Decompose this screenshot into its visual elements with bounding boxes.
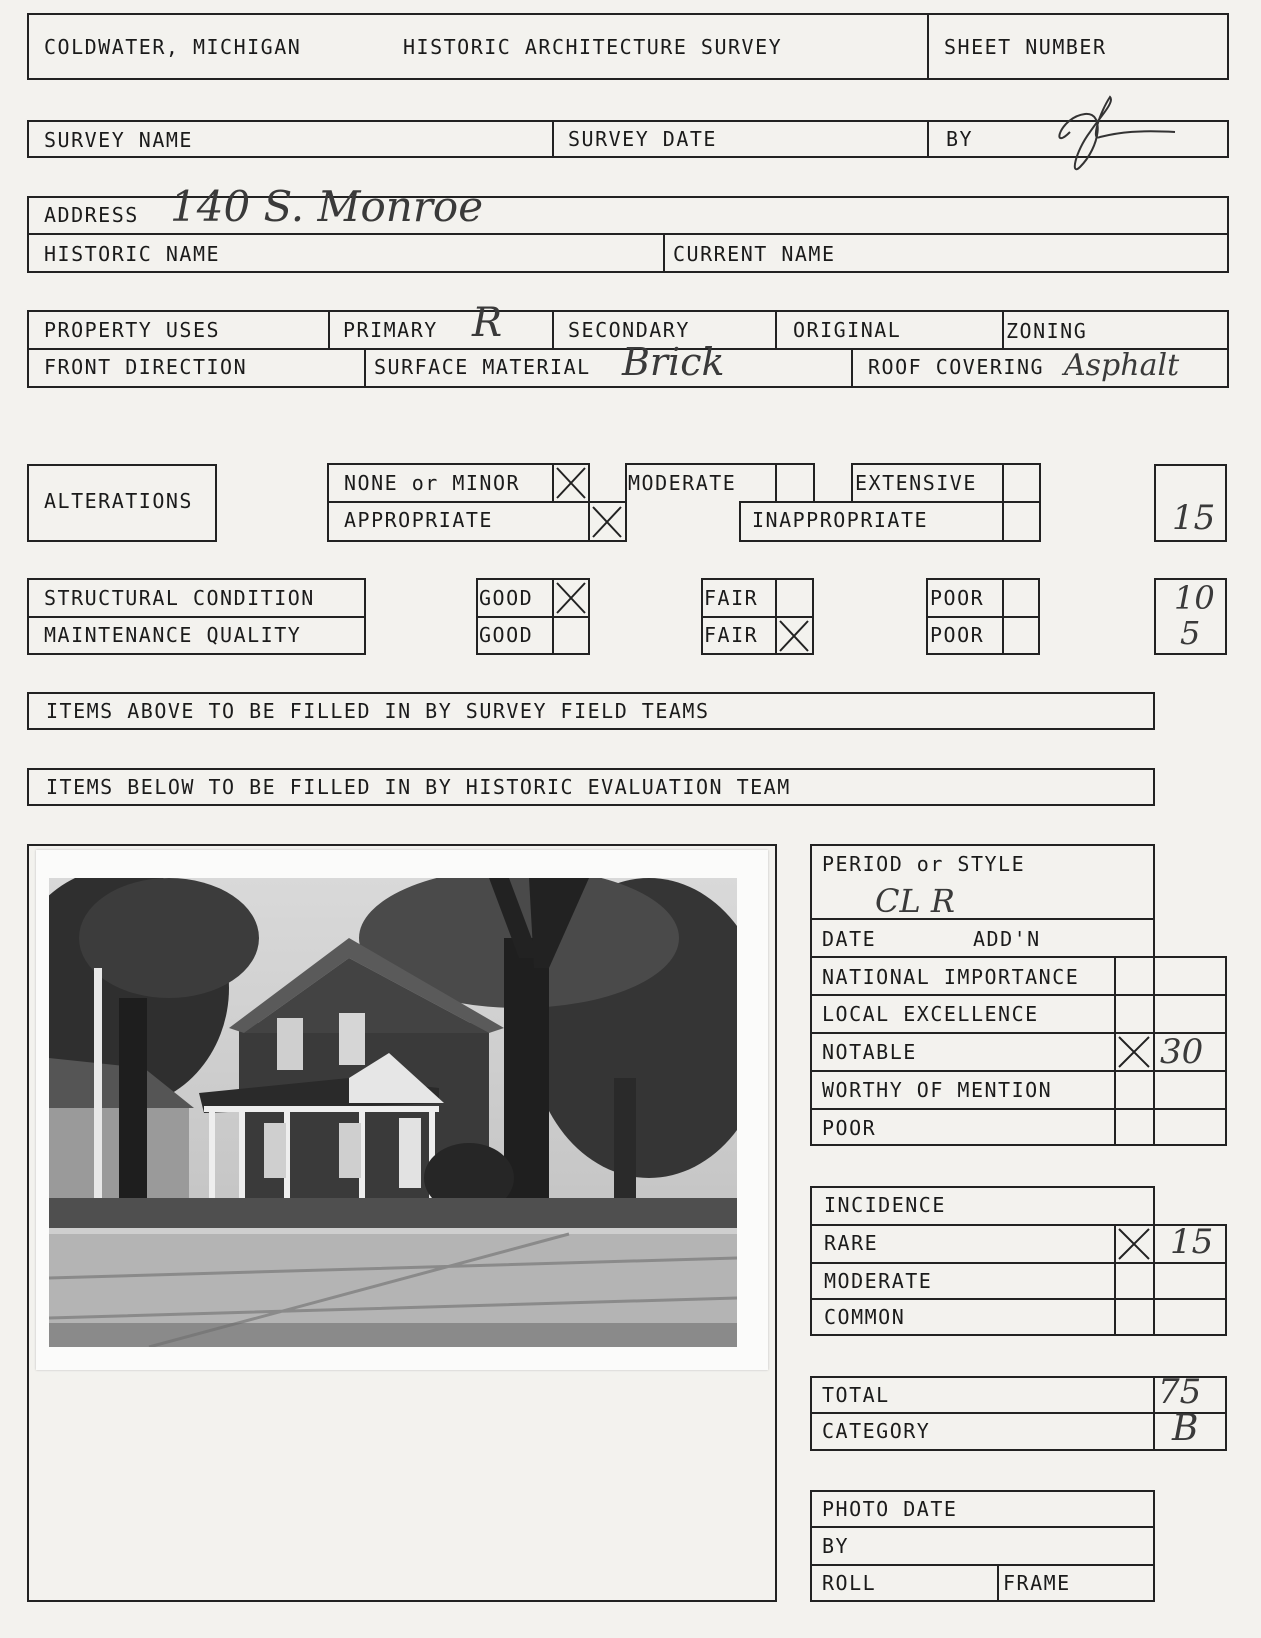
photo-by-label: BY — [822, 1534, 850, 1558]
rule — [810, 1298, 1225, 1300]
rule — [775, 463, 777, 503]
rule — [27, 844, 29, 1602]
maintenance-fair-label: FAIR — [704, 623, 759, 647]
rule — [1225, 578, 1227, 655]
address-value: 140 S. Monroe — [170, 182, 484, 231]
rule — [476, 616, 589, 618]
rule — [327, 540, 627, 542]
rule — [1153, 844, 1155, 958]
rule — [1225, 956, 1227, 1146]
structural-good-label: GOOD — [479, 586, 534, 610]
rule — [588, 578, 590, 655]
rule — [1154, 540, 1227, 542]
rule — [1154, 464, 1227, 466]
surface-material-value: Brick — [622, 340, 725, 384]
structural-fair-label: FAIR — [704, 586, 759, 610]
alterations-label: ALTERATIONS — [44, 489, 193, 513]
rule — [27, 196, 29, 273]
rule — [810, 1600, 1155, 1602]
rule — [701, 578, 814, 580]
rule — [851, 463, 1041, 465]
form-title: HISTORIC ARCHITECTURE SURVEY — [403, 35, 783, 59]
rare-label: RARE — [824, 1231, 879, 1255]
surface-material-label: SURFACE MATERIAL — [374, 355, 591, 379]
rule — [327, 463, 329, 542]
rule — [663, 233, 665, 273]
survey-by-label: BY — [946, 127, 974, 151]
roof-covering-value: Asphalt — [1064, 348, 1180, 383]
rule — [27, 13, 29, 80]
rule — [810, 1224, 1225, 1226]
rule — [215, 464, 217, 542]
rule — [1153, 956, 1155, 1146]
period-style-value: CL R — [875, 882, 955, 920]
total-label: TOTAL — [822, 1383, 890, 1407]
rule — [810, 956, 1225, 958]
rule — [552, 310, 554, 348]
rule — [1153, 768, 1155, 806]
rule — [476, 653, 589, 655]
rule — [1002, 578, 1004, 655]
rule — [1225, 1224, 1227, 1336]
alt-none-minor-checkmark — [554, 465, 588, 501]
national-importance-label: NATIONAL IMPORTANCE — [822, 965, 1080, 989]
header-bottom-rule — [27, 78, 1229, 80]
rule — [1154, 464, 1156, 542]
survey-date-label: SURVEY DATE — [568, 127, 717, 151]
rule — [27, 310, 29, 388]
rule — [810, 844, 812, 1146]
rule — [775, 310, 777, 348]
rule — [810, 918, 1155, 920]
surveyor-signature — [1030, 92, 1180, 182]
rule — [1227, 13, 1229, 80]
rule — [810, 994, 1225, 996]
rule — [27, 233, 1229, 235]
notable-label: NOTABLE — [822, 1040, 917, 1064]
rule — [1227, 310, 1229, 388]
current-name-label: CURRENT NAME — [673, 242, 836, 266]
rule — [1153, 1376, 1155, 1451]
rule — [813, 463, 815, 503]
rule — [625, 463, 627, 542]
structural-condition-label: STRUCTURAL CONDITION — [44, 586, 315, 610]
rule — [810, 1262, 1225, 1264]
city-title: COLDWATER, MICHIGAN — [44, 35, 302, 59]
alt-appropriate-checkmark — [590, 504, 624, 540]
rule — [27, 692, 1155, 694]
rule — [27, 540, 217, 542]
survey-name-label: SURVEY NAME — [44, 128, 193, 152]
rule — [27, 578, 366, 580]
structural-good-checkmark — [554, 580, 588, 616]
front-direction-label: FRONT DIRECTION — [44, 355, 248, 379]
common-label: COMMON — [824, 1305, 906, 1329]
rule — [1225, 1376, 1227, 1451]
rule — [810, 1449, 1225, 1451]
house-photograph — [49, 878, 737, 1347]
rule — [927, 13, 929, 80]
rule — [27, 464, 217, 466]
rule — [27, 804, 1155, 806]
structural-score: 10 — [1174, 579, 1215, 617]
rule — [1227, 196, 1229, 273]
rule — [810, 1526, 1155, 1528]
rule — [739, 501, 1041, 503]
rule — [1153, 1186, 1155, 1336]
header-top-rule — [27, 13, 1229, 15]
roll-label: ROLL — [822, 1571, 877, 1595]
rule — [27, 271, 1229, 273]
maintenance-poor-label: POOR — [930, 623, 985, 647]
incidence-label: INCIDENCE — [824, 1193, 946, 1217]
rule — [27, 844, 777, 846]
rule — [364, 578, 366, 655]
rule — [1153, 1490, 1155, 1602]
maintenance-fair-checkmark — [777, 618, 811, 654]
primary-label: PRIMARY — [343, 318, 438, 342]
rule — [739, 540, 1041, 542]
alt-moderate-label: MODERATE — [628, 471, 737, 495]
rule — [1038, 578, 1040, 655]
frame-label: FRAME — [1003, 1571, 1071, 1595]
rule — [739, 501, 741, 542]
rule — [327, 501, 627, 503]
alterations-score: 15 — [1172, 498, 1216, 538]
roof-covering-label: ROOF COVERING — [868, 355, 1045, 379]
rule — [810, 1412, 1225, 1414]
rule — [926, 616, 1040, 618]
maintenance-score: 5 — [1180, 614, 1201, 652]
rule — [328, 310, 330, 348]
secondary-label: SECONDARY — [568, 318, 690, 342]
rule — [27, 120, 29, 158]
rule — [810, 1490, 1155, 1492]
primary-value: R — [472, 300, 503, 346]
local-excellence-label: LOCAL EXCELLENCE — [822, 1002, 1039, 1026]
worthy-of-mention-label: WORTHY OF MENTION — [822, 1078, 1053, 1102]
rule — [27, 616, 366, 618]
rule — [810, 1490, 812, 1602]
rule — [27, 1600, 777, 1602]
rule — [927, 120, 929, 158]
rule — [810, 844, 1155, 846]
date-label: DATE — [822, 927, 877, 951]
rule — [810, 1376, 812, 1451]
rule — [851, 463, 853, 503]
rule — [27, 578, 29, 655]
rule — [926, 653, 1040, 655]
rule — [810, 1186, 812, 1336]
rule — [27, 464, 29, 542]
zoning-label: ZONING — [1006, 319, 1088, 343]
evaluation-poor-label: POOR — [822, 1116, 877, 1140]
rule — [27, 768, 29, 806]
rule — [1225, 464, 1227, 542]
notable-score: 30 — [1160, 1032, 1204, 1072]
alt-extensive-label: EXTENSIVE — [855, 471, 977, 495]
sheet-number-label: SHEET NUMBER — [944, 35, 1107, 59]
original-label: ORIGINAL — [793, 318, 902, 342]
maintenance-good-label: GOOD — [479, 623, 534, 647]
alt-none-minor-label: NONE or MINOR — [344, 471, 521, 495]
rule — [926, 578, 1040, 580]
addn-label: ADD'N — [973, 927, 1041, 951]
rule — [476, 578, 478, 655]
maintenance-quality-label: MAINTENANCE QUALITY — [44, 623, 302, 647]
rule — [997, 1564, 999, 1602]
rule — [775, 844, 777, 1602]
rule — [926, 578, 928, 655]
category-label: CATEGORY — [822, 1419, 931, 1443]
rare-score: 15 — [1170, 1222, 1214, 1262]
period-style-label: PERIOD or STYLE — [822, 852, 1026, 876]
rule — [1227, 120, 1229, 158]
rule — [810, 1564, 1155, 1566]
note-evaluation-team: ITEMS BELOW TO BE FILLED IN BY HISTORIC EVALUATION TEAM — [46, 775, 791, 799]
rule — [810, 1108, 1225, 1110]
rule — [625, 463, 815, 465]
note-field-teams: ITEMS ABOVE TO BE FILLED IN BY SURVEY FIELD TEAMS — [46, 699, 710, 723]
rule — [812, 578, 814, 655]
alt-appropriate-label: APPROPRIATE — [344, 508, 493, 532]
category-value: B — [1172, 1408, 1199, 1449]
rule — [27, 653, 366, 655]
rule — [851, 348, 853, 388]
rule — [1002, 310, 1004, 348]
rule — [327, 463, 589, 465]
rule — [27, 728, 1155, 730]
rule — [27, 768, 1155, 770]
incidence-moderate-label: MODERATE — [824, 1269, 933, 1293]
rule — [27, 310, 1229, 312]
address-label: ADDRESS — [44, 203, 139, 227]
rule — [701, 578, 703, 655]
rule — [810, 1144, 1225, 1146]
photo-date-label: PHOTO DATE — [822, 1497, 958, 1521]
alt-inappropriate-label: INAPPROPRIATE — [752, 508, 929, 532]
rule — [1153, 692, 1155, 730]
rule — [1154, 578, 1156, 655]
property-uses-label: PROPERTY USES — [44, 318, 221, 342]
rule — [810, 1334, 1225, 1336]
structural-poor-label: POOR — [930, 586, 985, 610]
rare-checkmark — [1116, 1226, 1152, 1262]
rule — [364, 348, 366, 388]
rule — [810, 1186, 1155, 1188]
rule — [27, 386, 1229, 388]
rule — [552, 120, 554, 158]
rule — [27, 692, 29, 730]
total-value: 75 — [1158, 1372, 1202, 1412]
notable-checkmark — [1116, 1034, 1152, 1070]
rule — [1154, 653, 1227, 655]
historic-name-label: HISTORIC NAME — [44, 242, 221, 266]
